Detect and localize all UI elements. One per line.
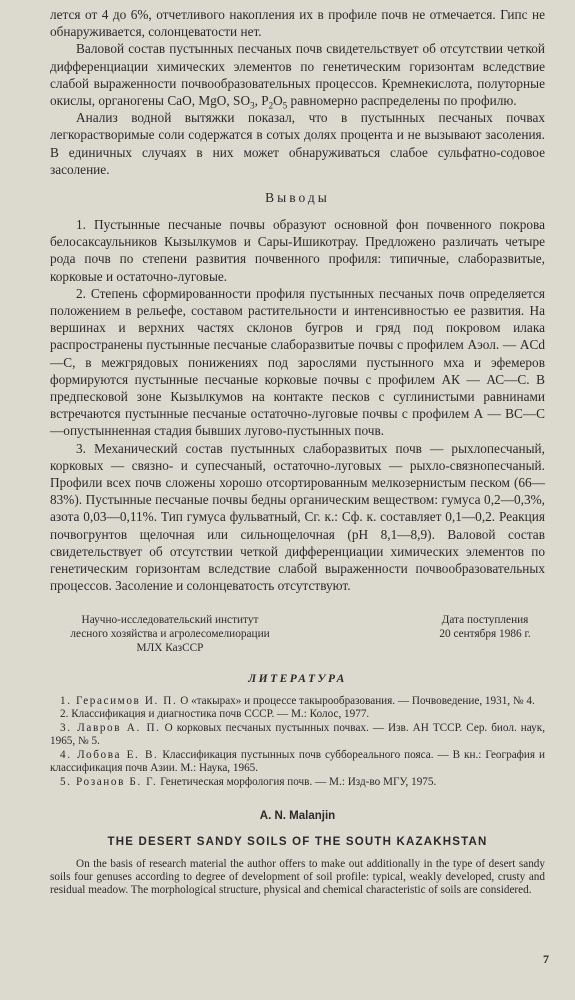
reference-author: 5. Розанов Б. Г. [60,776,158,789]
subscript-o5: 5 [282,100,288,111]
conclusion-item-2: 2. Степень сформированности профиля пустынных песчаных почв определяется положением в рельефе, составом растительности и интенсивностью ее развития. На вершинах и верхних частях склонов бугров и гряд под покровом илака распространены пустынные песчаные слаборазвитые почвы с профилем Аэол. — ACd—C, в межгрядовых понижениях под зарослями пустынного мха и эфемеров формируются пустынные песчаные корковые почвы с профилем АК — АС—С. В предпесковой зоне Кызылкумов на контакте песков с суглинистыми равнинами встречаются пустынные песчаные остаточно-луговые почвы с профилем А — ВС—С—опустынненная стадия бывших лугово-пустынных почв. [50,285,545,439]
conclusion-item-1: 1. Пустынные песчаные почвы образуют основной фон почвенного покрова белосаксаульников Кызылкумов и Сары-Ишикотрау. Предложено различать четыре рода почв по степени развития почвенного профиля: типичные, слаборазвитые, корковые и остаточно-луговые. [50,217,545,284]
bulk-text-mid2: O [273,93,283,109]
reference-item [50,722,545,749]
english-title: THE DESERT SANDY SOILS OF THE SOUTH KAZAKHSTAN [107,835,488,848]
bulk-text-start: Валовой состав пустынных песчаных почв свидетельствует об отсутствии четкой дифференциации химических элементов по генетическим горизонтам вследствие слабой выраженности почвообразовательных процессов. Кремнекислота, полуторные окислы, органогены CaO, MgO, SO [50,41,545,109]
reference-text: Генетическая морфология почв. — М.: Изд-во МГУ, 1975. [157,776,437,789]
subscript-so3: 3 [250,100,255,111]
reference-item [50,708,545,722]
reference-author: 1. Герасимов И. П. [60,694,178,707]
institute-affiliation [50,613,290,655]
reference-item [50,749,545,776]
reference-author: 4. Лобова Е. В. [60,748,159,761]
paragraph-bulk-composition [50,40,545,109]
subscript-p2: 2 [268,100,274,111]
institute-line-3: МЛХ КазССР [136,641,204,654]
page-number: 7 [543,952,549,966]
english-author: A. N. Malanjin [259,809,336,822]
literature-list [50,695,545,790]
conclusion-item-3: 3. Механический состав пустынных слаборазвитых почв — рыхлопесчаный, корковых — связно- и супесчаный, остаточно-луговых — рыхло-связнопесчаный. Профили всех почв сложены хорошо отсортированным мелкозернистым песком (66—83%). Пустынные песчаные почвы бедны органическим веществом: гумуса 0,2—0,3%, азота 0,03—0,11%. Тип гумуса фульватный, Сг. к.: Сф. к. составляет 0,1—0,2. Реакция почвогрунтов щелочная или сильнощелочная (рН 8,1—8,9). Валовой состав свидетельствует об отсутствии четкой дифференциации химических элементов по генетическим горизонтам вследствие слабой выраженности почвообразовательных процессов. Засоление и солонцеватость отсутствуют. [50,440,545,594]
signature-block [50,613,545,655]
paragraph-water-extract: Анализ водной вытяжки показал, что в пустынных песчаных почвах легкорастворимые соли содержатся в сотых долях процента и не вызывают засоления. В единичных случаях в них может обнаруживаться слабое сульфатно-содовое засоление. [50,110,545,177]
date-value: 20 сентября 1986 г. [439,627,531,640]
institute-line-1: Научно-исследовательский институт [81,613,259,626]
reference-item [50,695,545,709]
reference-text: О «такырах» и процессе такырообразования. — Почвоведение, 1931, № 4. [177,694,535,707]
reference-text: О корковых песчаных пустынных почвах. — Изв. АН ТССР. Сер. биол. наук, 1965, № 5. [50,721,545,748]
reference-author: 3. Лавров А. П. [60,721,161,734]
english-abstract: On the basis of research material the author offers to make out additionally in the type of desert sandy soils four genuses according to degree of development of soil profile: typical, weakly developed, crusty and residual meadow. The morphological structure, physical and chemical characteristic of soils are considered. [50,857,545,897]
reference-item [50,776,545,790]
bulk-text-mid: , P [254,93,269,109]
institute-line-2: лесного хозяйства и агролесомелиорации [70,627,270,640]
bulk-text-end: равномерно распределены по профилю. [287,93,517,109]
reference-text: Классификация пустынных почв суббореального пояса. — В кн.: География и классификация почв Азии. М.: Наука, 1965. [50,748,545,775]
date-label: Дата поступления [441,613,529,626]
received-date [420,613,550,655]
literature-heading: ЛИТЕРАТУРА [248,672,347,685]
intro-section [50,6,545,178]
paragraph-gypsum: лется от 4 до 6%, отчетливого накопления их в профиле почв не отмечается. Гипс не обнаруживается, солонцеватости нет. [50,7,545,40]
conclusions-section [50,216,545,594]
reference-text: 2. Классификация и диагностика почв СССР. — М.: Колос, 1977. [60,708,370,721]
conclusions-heading: Выводы [265,190,330,206]
